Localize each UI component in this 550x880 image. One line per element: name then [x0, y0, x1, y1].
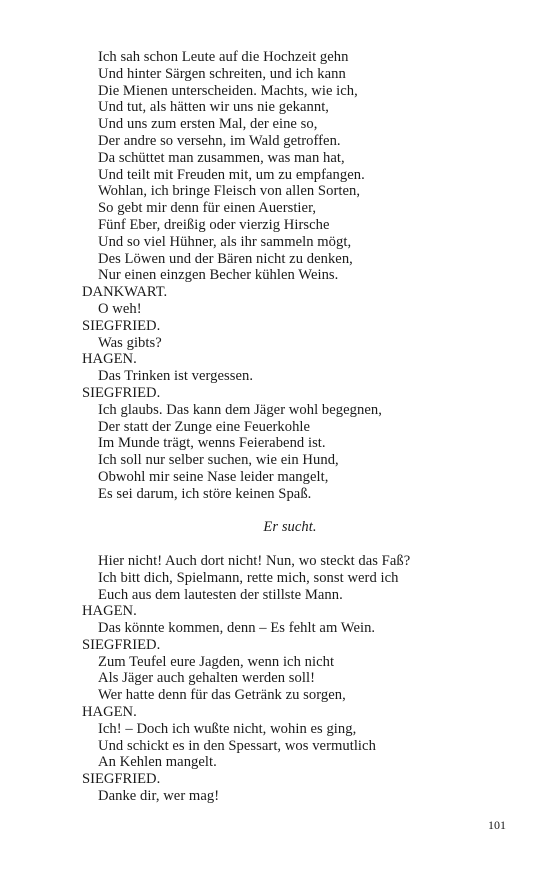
- verse-line: Das könnte kommen, denn – Es fehlt am Wein.: [98, 620, 376, 637]
- verse-line: Und hinter Särgen schreiten, und ich kann: [98, 65, 346, 82]
- verse-line: Fünf Eber, dreißig oder vierzig Hirsche: [98, 216, 330, 233]
- speaker-name: SIEGFRIED.: [82, 317, 161, 334]
- verse-line: Ich! – Doch ich wußte nicht, wohin es ging,: [98, 720, 357, 737]
- verse-line: Was gibts?: [98, 334, 162, 351]
- verse-line: Und so viel Hühner, als ihr sammeln mögt,: [98, 233, 352, 250]
- verse-line: Nur einen einzgen Becher kühlen Weins.: [98, 267, 339, 284]
- verse-line: Zum Teufel eure Jagden, wenn ich nicht: [98, 653, 335, 670]
- verse-line: Wohlan, ich bringe Fleisch von allen Sorten,: [98, 183, 361, 200]
- verse-line: Ich sah schon Leute auf die Hochzeit gehn: [98, 49, 349, 65]
- page-number: 101: [488, 818, 506, 832]
- verse-line: Und schickt es in den Spessart, wos vermutlich: [98, 737, 376, 754]
- speaker-name: SIEGFRIED.: [82, 636, 161, 653]
- verse-line: Und teilt mit Freuden mit, um zu empfangen.: [98, 166, 365, 183]
- verse-line: Euch aus dem lautesten der stillste Mann.: [98, 586, 343, 603]
- verse-line: Obwohl mir seine Nase leider mangelt,: [98, 468, 329, 485]
- verse-line: Das Trinken ist vergessen.: [98, 368, 254, 385]
- speaker-name: SIEGFRIED.: [82, 771, 161, 788]
- verse-line: Da schüttet man zusammen, was man hat,: [98, 149, 345, 166]
- blank-line: [82, 503, 482, 520]
- speaker-name: HAGEN.: [82, 603, 137, 620]
- verse-line: Es sei darum, ich störe keinen Spaß.: [98, 485, 312, 502]
- verse-line: Danke dir, wer mag!: [98, 788, 220, 805]
- verse-line: O weh!: [98, 300, 142, 317]
- verse-line: Des Löwen und der Bären nicht zu denken,: [98, 250, 353, 267]
- verse-line: An Kehlen mangelt.: [98, 754, 217, 771]
- stage-direction: Er sucht.: [263, 519, 317, 536]
- speaker-name: DANKWART.: [82, 284, 168, 301]
- verse-line: Der statt der Zunge eine Feuerkohle: [98, 418, 311, 435]
- verse-line: Hier nicht! Auch dort nicht! Nun, wo steckt das Faß?: [98, 552, 411, 569]
- speaker-name: SIEGFRIED.: [82, 384, 161, 401]
- verse-line: Der andre so versehn, im Wald getroffen.: [98, 132, 341, 149]
- verse-line: Ich soll nur selber suchen, wie ein Hund,: [98, 452, 339, 469]
- speaker-name: HAGEN.: [82, 351, 137, 368]
- verse-line: Ich glaubs. Das kann dem Jäger wohl begegnen,: [98, 401, 382, 418]
- verse-line: So gebt mir denn für einen Auerstier,: [98, 200, 317, 217]
- verse-line: Im Munde trägt, wenns Feierabend ist.: [98, 435, 326, 452]
- verse-line: Die Mienen unterscheiden. Machts, wie ich,: [98, 82, 358, 99]
- blank-line: [82, 536, 482, 553]
- verse-line: Als Jäger auch gehalten werden soll!: [98, 670, 315, 687]
- page-text: [82, 49, 482, 805]
- speaker-name: HAGEN.: [82, 704, 137, 721]
- verse-line: Wer hatte denn für das Getränk zu sorgen,: [98, 687, 346, 704]
- verse-line: Und tut, als hätten wir uns nie gekannt,: [98, 99, 329, 116]
- verse-line: Ich bitt dich, Spielmann, rette mich, sonst werd ich: [98, 569, 399, 586]
- verse-line: Und uns zum ersten Mal, der eine so,: [98, 116, 318, 133]
